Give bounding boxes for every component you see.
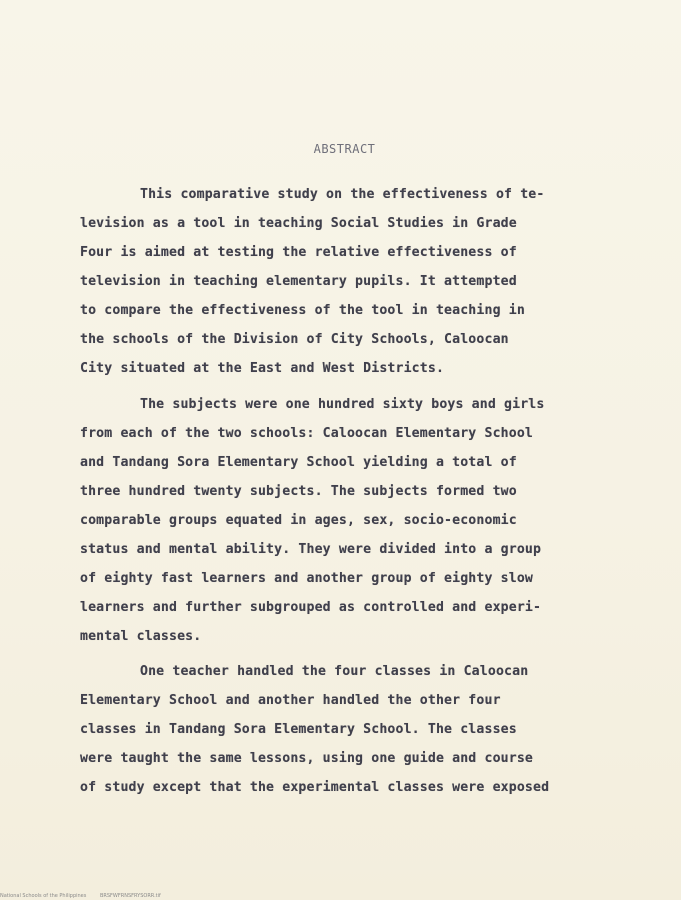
text-line: three hundred twenty subjects. The subjects formed two bbox=[80, 484, 517, 499]
footer-stamp: BRSFWFRNSFRYSORR.tif bbox=[99, 893, 161, 899]
text-line: Elementary School and another handled the other four bbox=[80, 693, 501, 708]
scan-footer bbox=[0, 892, 173, 900]
text-line: from each of the two schools: Caloocan Elementary School bbox=[80, 426, 534, 441]
text-line: status and mental ability. They were divided into a group bbox=[80, 542, 542, 557]
abstract-title: ABSTRACT bbox=[313, 142, 376, 156]
text-line: of study except that the experimental classes were exposed bbox=[80, 780, 550, 795]
text-line: and Tandang Sora Elementary School yielding a total of bbox=[80, 455, 517, 470]
text-line: The subjects were one hundred sixty boys and girls bbox=[140, 397, 545, 412]
text-line: Four is aimed at testing the relative effectiveness of bbox=[80, 245, 517, 260]
text-line: One teacher handled the four classes in Caloocan bbox=[140, 664, 529, 679]
text-line: the schools of the Division of City Schools, Caloocan bbox=[80, 332, 509, 347]
text-line: were taught the same lessons, using one guide and course bbox=[80, 751, 534, 766]
text-line: to compare the effectiveness of the tool in teaching in bbox=[80, 303, 525, 318]
text-line: learners and further subgrouped as controlled and experi- bbox=[80, 600, 542, 615]
text-line: City situated at the East and West Districts. bbox=[80, 361, 445, 376]
text-line: of eighty fast learners and another group of eighty slow bbox=[80, 571, 534, 586]
text-line: comparable groups equated in ages, sex, socio-economic bbox=[80, 513, 517, 528]
text-line: levision as a tool in teaching Social Studies in Grade bbox=[80, 216, 517, 231]
text-line: mental classes. bbox=[80, 629, 202, 644]
text-line: television in teaching elementary pupils. It attempted bbox=[80, 274, 517, 289]
footer-source: National Schools of the Philippines bbox=[0, 893, 87, 899]
text-line: This comparative study on the effectiveness of te- bbox=[140, 187, 545, 202]
text-line: classes in Tandang Sora Elementary School. The classes bbox=[80, 722, 517, 737]
